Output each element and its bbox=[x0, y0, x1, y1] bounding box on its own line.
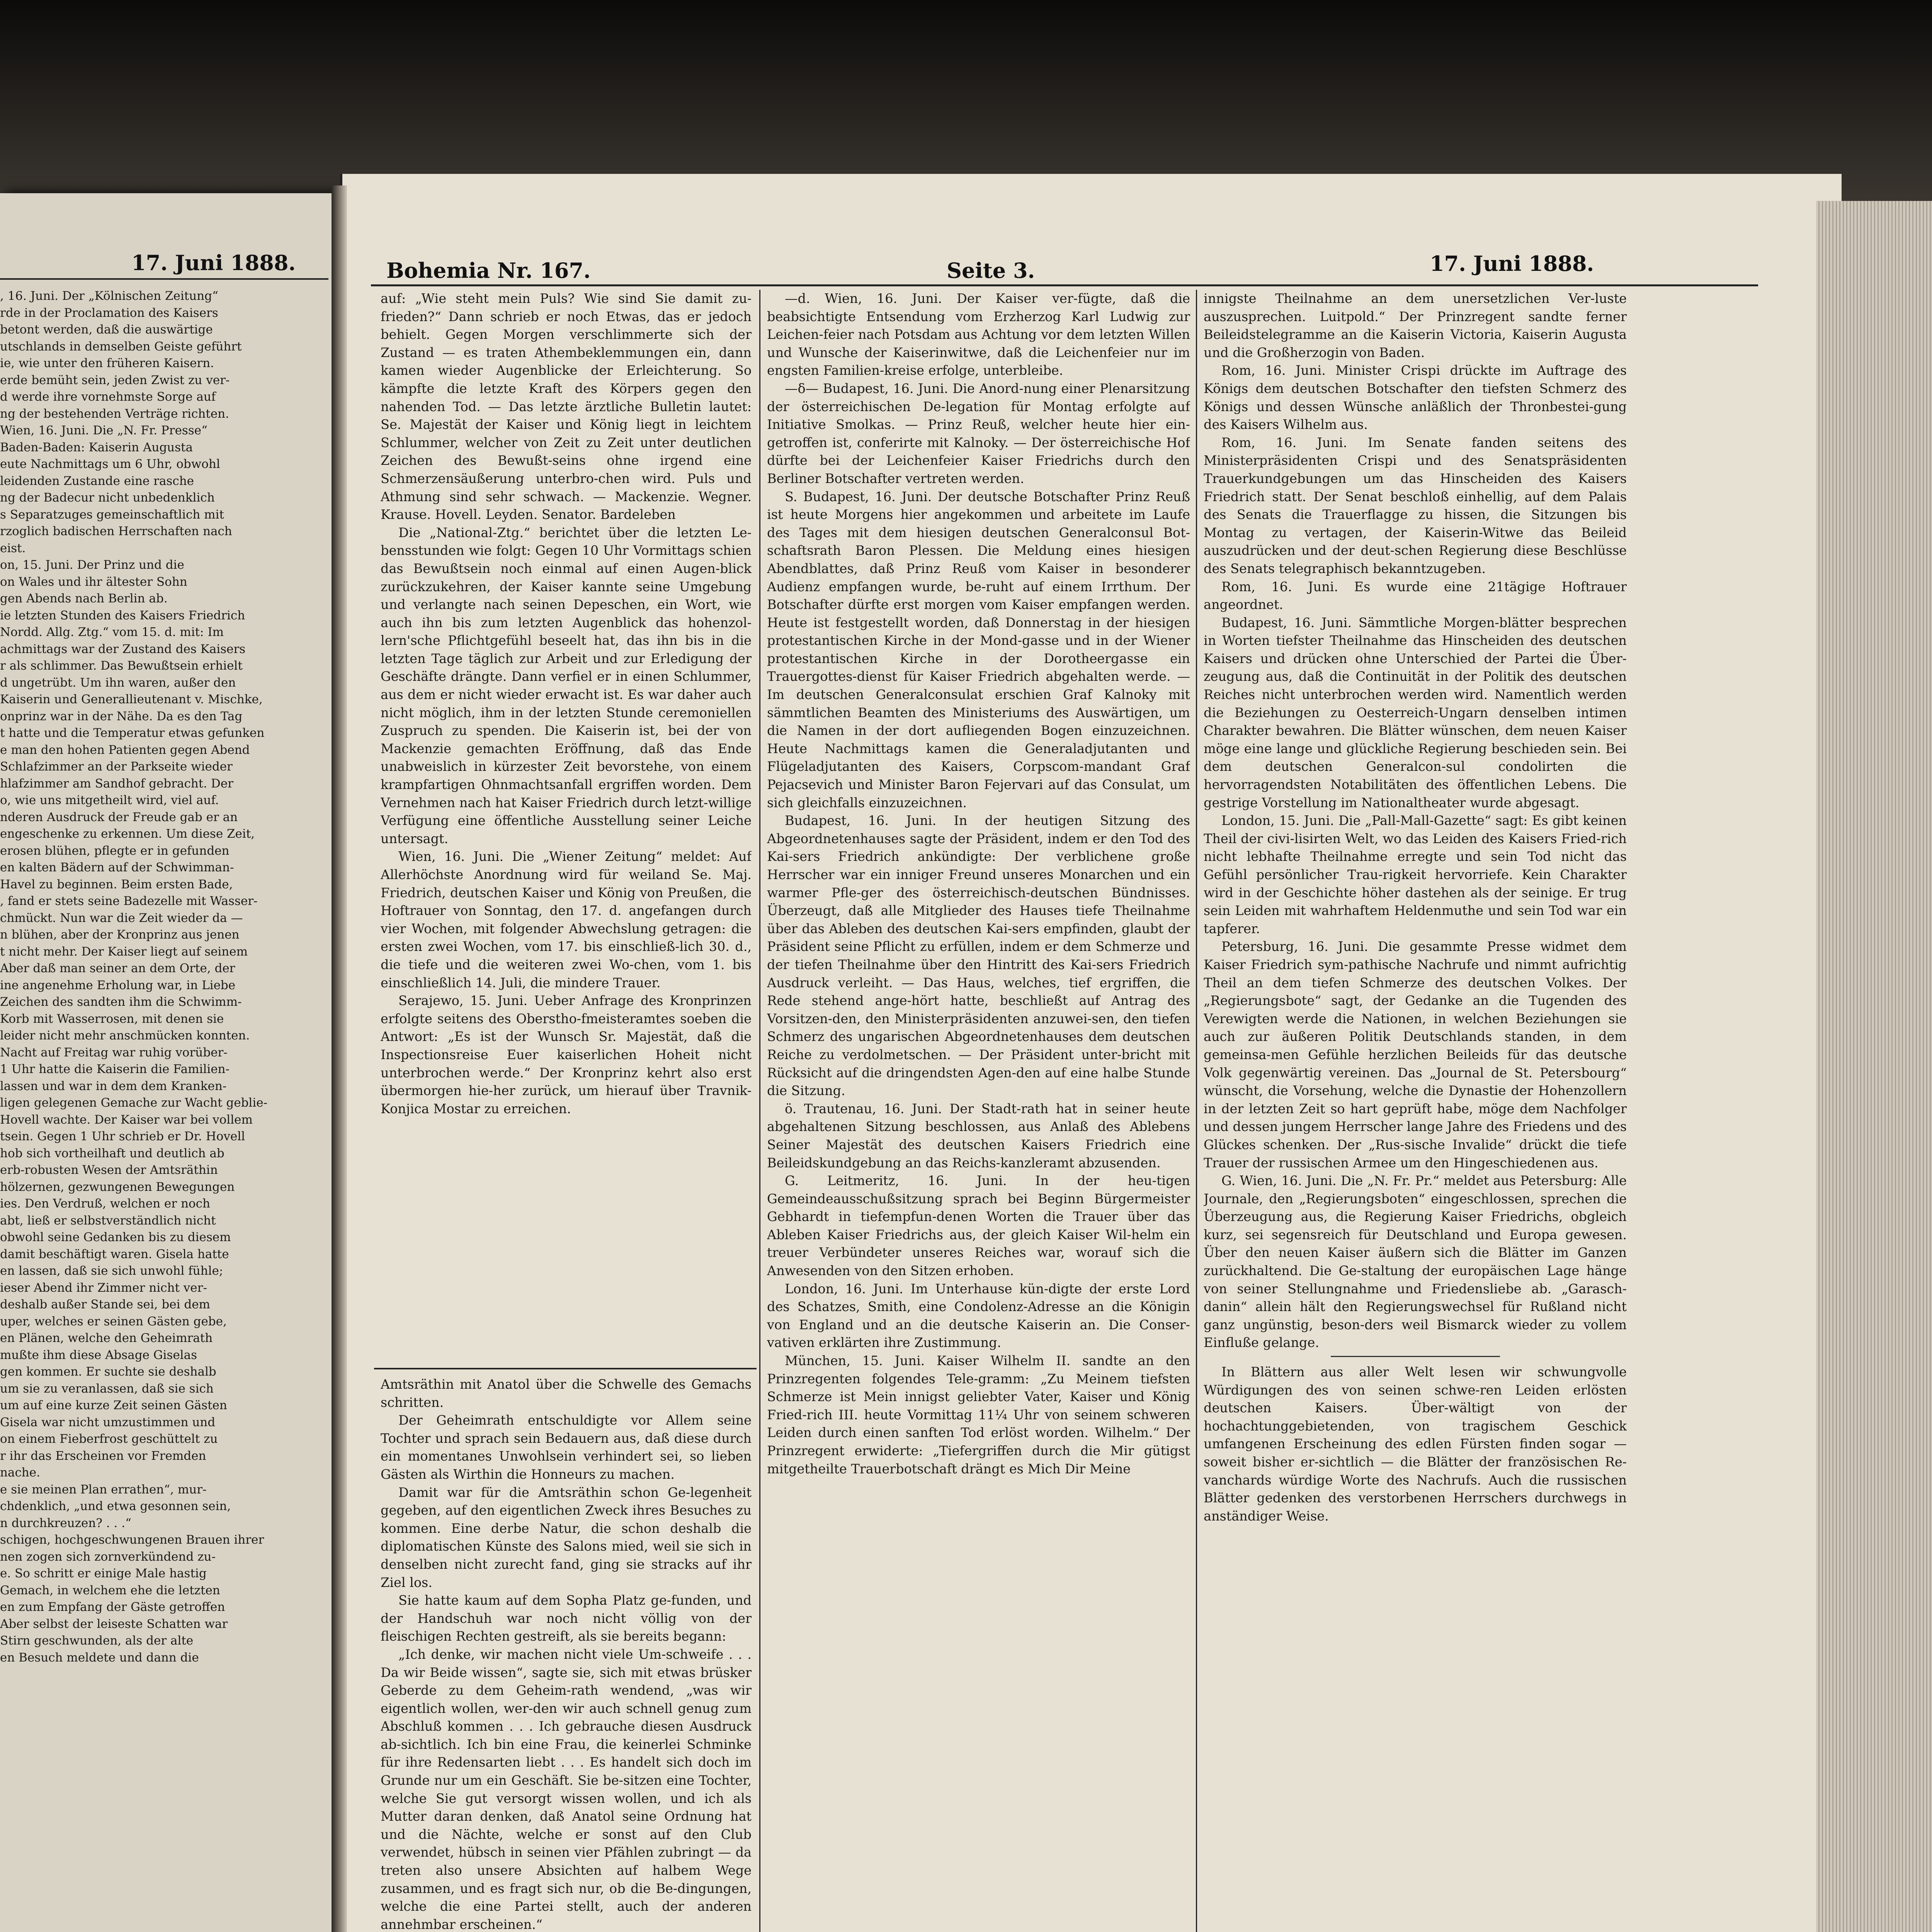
paragraph: Amtsräthin mit Anatol über die Schwelle des Gemachs schritten. bbox=[381, 1377, 752, 1410]
left-page-line: 1 Uhr hatte die Kaiserin die Familien- bbox=[0, 1062, 230, 1076]
masthead: Bohemia Nr. 167. bbox=[386, 258, 591, 283]
left-page-line: Baden-Baden: Kaiserin Augusta bbox=[0, 440, 193, 454]
left-page-line: Wien, 16. Juni. Die „N. Fr. Presse“ bbox=[0, 423, 207, 437]
column-3-news bbox=[1204, 290, 1627, 1932]
left-page-line: Gemach, in welchem ehe die letzten bbox=[0, 1583, 220, 1597]
left-page-line: betont werden, daß die auswärtige bbox=[0, 323, 213, 337]
left-page-line: gen Abends nach Berlin ab. bbox=[0, 592, 168, 605]
left-page-line: onprinz war in der Nähe. Da es den Tag bbox=[0, 709, 243, 723]
left-page-line: Gisela war nicht umzustimmen und bbox=[0, 1415, 216, 1429]
left-page-line: e man den hohen Patienten gegen Abend bbox=[0, 743, 250, 757]
left-page-line: Kaiserin und Generallieutenant v. Mischke, bbox=[0, 692, 263, 706]
left-page-line: erde bemüht sein, jeden Zwist zu ver- bbox=[0, 373, 230, 387]
paragraph: Serajewo, 15. Juni. Ueber Anfrage des Kronprinzen erfolgte seitens des Oberstho-fmeisteramtes soeben die Antwort: „Es ist der Wunsch Sr. Majestät, daß die Inspectionsreise Euer kaiserlichen Hoheit nicht unterbrochen werde.“ Der Kronprinz kehrt also erst übermorgen hie-her zurück, um hierauf über Travnik-Konjica Mostar zu erreichen. bbox=[381, 993, 752, 1116]
paragraph: S. Budapest, 16. Juni. Der deutsche Botschafter Prinz Reuß ist heute Morgens hier angekommen und arbeitete im Laufe des Tages mit dem hiesigen deutschen Generalconsul Bot-schaftsrath Baron Plessen. Die Meldung eines hiesigen Abendblattes, daß Prinz Reuß vom Kaiser in besonderer Audienz empfangen wurde, be-ruht auf einem Irrthum. Der Botschafter dürfte erst morgen vom Kaiser empfangen werden. Heute ist festgestellt worden, daß Donnerstag in der hiesigen protestantischen Kirche in der Mond-gasse und in der Wiener protestantischen Kirche in der Dorotheergasse ein Trauergottes-dienst für Kaiser Friedrich abgehalten werde. — Im deutschen Generalconsulat erschien Graf Kalnoky mit sämmtlichen Beamten des Ministeriums des Auswärtigen, um die Namen in der dort aufliegenden Bogen einzuzeichnen. Heute Nachmittags kamen die Generaladjutanten und Flügeladjutanten des Kaisers, Corpscom-mandant Graf Pejacsevich und Minister Baron Fejervari auf das Consulat, um sich gleichfalls einzuzeichnen. bbox=[767, 489, 1190, 810]
paragraph: Der Geheimrath entschuldigte vor Allem seine Tochter und sprach sein Bedauern aus, daß diese durch ein momentanes Unwohlsein verhindert sei, so lieben Gästen als Wirthin die Honneurs zu machen. bbox=[381, 1413, 752, 1482]
left-page-line: erb-robusten Wesen der Amtsräthin bbox=[0, 1163, 218, 1177]
left-page-line: Nacht auf Freitag war ruhig vorüber- bbox=[0, 1045, 228, 1060]
left-page-line: engeschenke zu erkennen. Um diese Zeit, bbox=[0, 827, 255, 841]
left-page-line: Zeichen des sandten ihm die Schwimm- bbox=[0, 995, 242, 1009]
section-separator bbox=[1331, 1356, 1500, 1357]
left-page-line: Havel zu beginnen. Beim ersten Bade, bbox=[0, 877, 233, 891]
left-page-line: gen kommen. Er suchte sie deshalb bbox=[0, 1365, 216, 1379]
left-page-line: um sie zu veranlassen, daß sie sich bbox=[0, 1381, 214, 1396]
paragraph: innigste Theilnahme an dem unersetzlichen Ver-luste auszusprechen. Luitpold.“ Der Prinzregent sandte ferner Beileidstelegramme an die Kaiserin Victoria, Kaiserin Augusta und die Großherzogin von Baden. bbox=[1204, 291, 1627, 360]
feuilleton-rule bbox=[374, 1368, 757, 1369]
paragraph: Wien, 16. Juni. Die „Wiener Zeitung“ meldet: Auf Allerhöchste Anordnung wird für weiland Se. Maj. Friedrich, deutschen Kaiser und König von Preußen, die Hoftrauer von Sonntag, den 17. d. angefangen durch vier Wochen, mit folgender Abwechslung getragen: die ersten zwei Wochen, vom 17. bis einschließ-lich 30. d., die tiefe und die weiteren zwei Wo-chen, vom 1. bis einschließlich 14. Juli, die mindere Trauer. bbox=[381, 849, 752, 990]
page-number: Seite 3. bbox=[947, 258, 1035, 283]
left-page-line: lassen und war in dem dem Kranken- bbox=[0, 1079, 227, 1093]
left-page-line: utschlands in demselben Geiste geführt bbox=[0, 339, 242, 354]
left-page-line: um auf eine kurze Zeit seinen Gästen bbox=[0, 1398, 227, 1412]
left-page-line: achmittags war der Zustand des Kaisers bbox=[0, 642, 246, 656]
left-page-line: ng der Badecur nicht unbedenklich bbox=[0, 491, 215, 505]
book-page-edges bbox=[1816, 201, 1932, 1932]
left-page-line: nache. bbox=[0, 1466, 40, 1480]
paragraph: Rom, 16. Juni. Es wurde eine 21tägige Hoftrauer angeordnet. bbox=[1204, 579, 1627, 612]
left-page-line: uper, welches er seinen Gästen gebe, bbox=[0, 1314, 227, 1328]
left-page-line: eist. bbox=[0, 541, 26, 555]
left-page-line: chdenklich, „und etwa gesonnen sein, bbox=[0, 1499, 231, 1513]
paragraph: München, 15. Juni. Kaiser Wilhelm II. sandte an den Prinzregenten folgendes Tele-gramm: „Zu Meinem tiefsten Schmerze ist Mein innigst geliebter Vater, Kaiser und König Fried-rich III. heute Vormittag 11¼ Uhr von seinem schweren Leiden durch einen sanften Tod erlöst worden. Wilhelm.“ Der Prinzregent erwiderte: „Tiefergriffen durch die Mir gütigst mitgetheilte Trauerbotschaft drängt es Mich Dir Meine bbox=[767, 1353, 1190, 1476]
column-1-feuilleton bbox=[381, 1376, 752, 1932]
column-rule-1 bbox=[759, 290, 760, 1932]
left-page-line: en Besuch meldete und dann die bbox=[0, 1650, 199, 1665]
left-page-line: nen zogen sich zornverkündend zu- bbox=[0, 1549, 216, 1564]
paragraph: „Ich denke, wir machen nicht viele Um-schweife . . . Da wir Beide wissen“, sagte sie, sich mit etwas brüsker Geberde zu dem Geheim-rath wendend, „was wir eigentlich wollen, wer-den wir auch schnell genug zum Abschluß kommen . . . Ich gebrauche diesen Ausdruck ab-sichtlich. Ich bin eine Frau, die keinerlei Schminke für ihre Redensarten liebt . . . Es handelt sich doch im Grunde nur um ein Geschäft. Sie be-sitzen eine Tochter, welche Sie gut versorgt wissen wollen, und ich als Mutter daran denken, daß Anatol seine Ordnung hat und die Nächte, welche er sonst auf den Club verwendet, hübsch in seinen vier Pfählen zubringt — da treten also unsere Absichten auf halbem Wege zusammen, und es fragt sich nur, ob die Be-dingungen, welche die eine Partei stellt, auch der anderen annehmbar erscheinen.“ bbox=[381, 1646, 752, 1932]
paragraph: Damit war für die Amtsräthin schon Ge-legenheit gegeben, auf den eigentlichen Zweck ihres Besuches zu kommen. Eine derbe Natur, die schon deshalb die diplomatischen Künste des Salons mied, weil sie sich in denselben nicht zurecht fand, ging sie stracks auf ihr Ziel los. bbox=[381, 1485, 752, 1590]
left-page-column bbox=[0, 288, 321, 1932]
left-page-line: ie letzten Stunden des Kaisers Friedrich bbox=[0, 608, 245, 622]
left-page-line: hob sich vortheilhaft und deutlich ab bbox=[0, 1146, 224, 1160]
paragraph: Rom, 16. Juni. Im Senate fanden seitens des Ministerpräsidenten Crispi und des Senatspräsidenten Trauerkundgebungen um das Hinscheiden des Kaisers Friedrich statt. Der Senat beschloß einhellig, auf dem Palais des Senats die Trauerflagge zu hissen, die Sitzungen bis Montag zu vertagen, der Kaiserin-Witwe das Beileid auszudrücken und der deut-schen Regierung diese Beschlüsse des Senats telegraphisch bekanntzugeben. bbox=[1204, 435, 1627, 576]
left-page-line: t nicht mehr. Der Kaiser liegt auf seinem bbox=[0, 944, 248, 959]
left-page-line: n durchkreuzen? . . .“ bbox=[0, 1516, 131, 1530]
left-page-line: r ihr das Erscheinen vor Fremden bbox=[0, 1449, 206, 1463]
left-page-line: e. So schritt er einige Male hastig bbox=[0, 1566, 207, 1580]
left-page-date: 17. Juni 1888. bbox=[131, 250, 296, 275]
left-page-line: ng der bestehenden Verträge richten. bbox=[0, 406, 229, 421]
left-page-line: Hovell wachte. Der Kaiser war bei vollem bbox=[0, 1112, 253, 1127]
right-page-date: 17. Juni 1888. bbox=[1430, 251, 1594, 276]
left-page-line: en lassen, daß sie sich unwohl fühle; bbox=[0, 1264, 223, 1278]
paragraph: In Blättern aus aller Welt lesen wir schwungvolle Würdigungen des von seinen schwe-ren Leiden erlösten deutschen Kaisers. Über-wältigt von der hochachtunggebietenden, von tragischem Geschick umfangenen Erscheinung des edlen Fürsten finden sogar — soweit bisher er-sichtlich — die Blätter der französischen Re-vanchards würdige Worte des Nachrufs. Auch die russischen Blätter gedenken des verstorbenen Herrschers durchwegs in anständiger Weise. bbox=[1204, 1364, 1627, 1524]
left-page-line: on Wales und ihr ältester Sohn bbox=[0, 575, 187, 589]
left-page-line: obwohl seine Gedanken bis zu diesem bbox=[0, 1230, 231, 1244]
left-page-line: n blühen, aber der Kronprinz aus jenen bbox=[0, 928, 240, 942]
left-page-line: Schlafzimmer an der Parkseite wieder bbox=[0, 760, 233, 774]
left-page-line: e sie meinen Plan errathen“, mur- bbox=[0, 1482, 207, 1497]
paragraph: London, 16. Juni. Im Unterhause kün-digte der erste Lord des Schatzes, Smith, eine Condolenz-Adresse an die Königin von England und an die deutsche Kaiserin an. Die Conser-vativen erklärten ihre Zustimmung. bbox=[767, 1281, 1190, 1350]
left-page-line: en Plänen, welche den Geheimrath bbox=[0, 1331, 213, 1345]
paragraph: Rom, 16. Juni. Minister Crispi drückte im Auftrage des Königs dem deutschen Botschafter den tiefsten Schmerz des Königs und dessen Wünsche anläßlich der Thronbestei-gung des Kaisers Wilhelm aus. bbox=[1204, 363, 1627, 432]
paragraph: London, 15. Juni. Die „Pall-Mall-Gazette“ sagt: Es gibt keinen Theil der civi-lisirten Welt, wo das Leiden des Kaisers Fried-rich nicht lebhafte Theilnahme erregte und sein Tod nicht das Gefühl persönlicher Trau-rigkeit hervorriefe. Kein Charakter wird in der Geschichte höher dastehen als der seinige. Er trug sein Leiden mit wahrhaftem Heldenmuthe und sein Tod war ein tapferer. bbox=[1204, 813, 1627, 936]
left-page-line: on einem Fieberfrost geschüttelt zu bbox=[0, 1432, 218, 1446]
left-page-line: damit beschäftigt waren. Gisela hatte bbox=[0, 1247, 229, 1261]
left-header-rule bbox=[0, 278, 328, 280]
left-page-line: o, wie uns mitgetheilt wird, viel auf. bbox=[0, 793, 219, 807]
paragraph: G. Leitmeritz, 16. Juni. In der heu-tigen Gemeindeausschußsitzung sprach bei Beginn Bürgermeister Gebhardt in tiefempfun-denen Worten die Trauer über das Ableben Kaiser Friedrichs aus, der gleich Kaiser Wil-helm ein treuer Verbündeter unseres Reiches war, worauf sich die Anwesenden von den Sitzen erhoben. bbox=[767, 1173, 1190, 1279]
left-page-line: Aber daß man seiner an dem Orte, der bbox=[0, 961, 235, 975]
paragraph: Die „National-Ztg.“ berichtet über die letzten Le-bensstunden wie folgt: Gegen 10 Uhr Vormittags schien das Bewußtsein noch einmal auf einen Augen-blick zurückzukehren, der Kaiser kannte seine Umgebung und verlangte nach seinen Depeschen, ein Wort, wie auch ihn bis zum letzten Augenblick das hohenzol-lern'sche Pflichtgefühl beseelt hat, das ihn bis in die letzten Tage täglich zur Arbeit und zur Erledigung der Geschäfte drängte. Dann verfiel er in einen Schlummer, aus dem er nicht wieder erwacht ist. Es war daher auch nicht möglich, ihm in der letzten Stunde ceremoniellen Zuspruch zu spenden. Die Kaiserin ist, bei der von Mackenzie gemachten Eröffnung, daß das Ende unabweislich in kürzester Zeit bevorstehe, von einem krampfartigen Ohnmachtsanfall ergriffen worden. Dem Vernehmen nach hat Kaiser Friedrich durch letzt-willige Verfügung eine öffentliche Ausstellung seiner Leiche untersagt. bbox=[381, 525, 752, 846]
left-page-line: ies. Den Verdruß, welchen er noch bbox=[0, 1197, 210, 1211]
left-page-line: ine angenehme Erholung war, in Liebe bbox=[0, 978, 236, 992]
left-page-line: hölzernen, gezwungenen Bewegungen bbox=[0, 1180, 235, 1194]
left-page-line: Aber selbst der leiseste Schatten war bbox=[0, 1617, 228, 1631]
paragraph: auf: „Wie steht mein Puls? Wie sind Sie damit zu-frieden?“ Dann schrieb er noch Etwas, das er jedoch behielt. Gegen Morgen verschlimmerte sich der Zustand — es traten Athembeklemmungen ein, dann kamen wieder Augenblicke der Erleichterung. So kämpfte die letzte Kraft des Körpers gegen den nahenden Tod. — Das letzte ärztliche Bulletin lautet: Se. Majestät der Kaiser und König liegt in leichtem Schlummer, welcher von Zeit zu Zeit unter deutlichen Zeichen des Bewußt-seins ohne irgend eine Schmerzensäußerung unterbro-chen wird. Puls und Athmung sind sehr schwach. — Mackenzie. Wegner. Krause. Hovell. Leyden. Senator. Bardeleben bbox=[381, 291, 752, 522]
paragraph: Budapest, 16. Juni. Sämmtliche Morgen-blätter besprechen in Worten tiefster Theilnahme das Hinscheiden des deutschen Kaisers und drücken ohne Unterschied der Partei die Über-zeugung aus, daß die Continuität in der Politik des deutschen Reiches nicht unterbrochen werden wird. Namentlich werden die Beziehungen zu Oesterreich-Ungarn denselben intimen Charakter bewahren. Die Blätter wünschen, dem neuen Kaiser möge eine lange und glückliche Regierung beschieden sein. Bei dem deutschen Generalcon-sul condolirten die hervorragendsten Notabilitäten des öffentlichen Lebens. Die gestrige Vorstellung im Nationaltheater wurde abgesagt. bbox=[1204, 615, 1627, 810]
left-page-line: mußte ihm diese Absage Giselas bbox=[0, 1348, 197, 1362]
column-2-news bbox=[767, 290, 1190, 1932]
left-page-line: Korb mit Wasserrosen, mit denen sie bbox=[0, 1012, 224, 1026]
column-1-news bbox=[381, 290, 752, 1364]
left-page-line: Nordd. Allg. Ztg.“ vom 15. d. mit: Im bbox=[0, 625, 224, 639]
left-page-line: Stirn geschwunden, als der alte bbox=[0, 1634, 194, 1648]
left-page-line: , fand er stets seine Badezelle mit Wasser- bbox=[0, 894, 258, 908]
left-page-line: nderen Ausdruck der Freude gab er an bbox=[0, 810, 238, 824]
left-page-line: r als schlimmer. Das Bewußtsein erhielt bbox=[0, 659, 243, 673]
left-page-line: d werde ihre vornehmste Sorge auf bbox=[0, 390, 216, 404]
left-page-line: on, 15. Juni. Der Prinz und die bbox=[0, 558, 184, 572]
left-page-line: rde in der Proclamation des Kaisers bbox=[0, 306, 218, 320]
paragraph: G. Wien, 16. Juni. Die „N. Fr. Pr.“ meldet aus Petersburg: Alle Journale, den „Regierungsboten“ eingeschlossen, sprechen die Überzeugung aus, die Regierung Kaiser Friedrichs, obgleich kurz, sei segensreich für Deutschland und Europa gewesen. Über den neuen Kaiser äußern sich die Blätter im Ganzen zurückhaltend. Die Ge-staltung der europäischen Lage hänge von seiner Stellungnahme und Friedensliebe ab. „Garasch-danin“ allein hält den Regierungswechsel für Rußland nicht ganz ungünstig, beson-ders weil Bismarck wieder zu vollem Einfluße gelange. bbox=[1204, 1173, 1627, 1350]
left-page-line: eute Nachmittags um 6 Uhr, obwohl bbox=[0, 457, 220, 471]
left-page-line: , 16. Juni. Der „Kölnischen Zeitung“ bbox=[0, 289, 218, 303]
left-page-line: abt, ließ er selbstverständlich nicht bbox=[0, 1213, 216, 1228]
paragraph: ö. Trautenau, 16. Juni. Der Stadt-rath hat in seiner heute abgehaltenen Sitzung beschlossen, aus Anlaß des Ablebens Seiner Majestät des deutschen Kaisers Friedrich eine Beileidskundgebung an das Reichs-kanzleramt abzusenden. bbox=[767, 1101, 1190, 1170]
paragraph: Petersburg, 16. Juni. Die gesammte Presse widmet dem Kaiser Friedrich sym-pathische Nachrufe und nimmt aufrichtig Theil an dem tiefen Schmerze des deutschen Volkes. Der „Regierungsbote“ sagt, der Gedanke an die Tugenden des Verewigten werde die Nationen, in welchen Beziehungen sie auch zur äußeren Politik Deutschlands standen, in dem gemeinsa-men Gefühle herzlichen Beileids für das deutsche Volk gegenwärtig vereinen. Das „Journal de St. Petersbourg“ wünscht, die Vorsehung, welche die Dynastie der Hohenzollern in der letzten Zeit so hart geprüft habe, möge dem Nachfolger und dessen jungem Herrscher lange Jahre des Friedens und des Glückes schenken. Der „Rus-sische Invalide“ drückt die tiefe Trauer der russischen Armee um den Hingeschiedenen aus. bbox=[1204, 939, 1627, 1170]
paragraph: —d. Wien, 16. Juni. Der Kaiser ver-fügte, daß die beabsichtigte Entsendung vom Erzherzog Karl Ludwig zur Leichen-feier nach Potsdam aus Achtung vor dem letzten Willen und Wunsche der Kaiserinwitwe, daß die Leichenfeier nur im engsten Familien-kreise erfolge, unterbleibe. bbox=[767, 291, 1190, 378]
paragraph: Budapest, 16. Juni. In der heutigen Sitzung des Abgeordnetenhauses sagte der Präsident, indem er den Tod des Kai-sers Friedrich ankündigte: Der verblichene große Herrscher war ein inniger Freund unseres Monarchen und ein warmer Pfle-ger des österreichisch-deutschen Bündnisses. Überzeugt, daß alle Mitglieder des Hauses tiefe Theilnahme über das Ableben des deutschen Kai-sers empfinden, glaubt der Präsident seine Pflicht zu erfüllen, indem er dem Schmerze und der tiefen Theilnahme über den Hintritt des Kai-sers Friedrich Ausdruck verleiht. — Das Haus, welches, tief ergriffen, die Rede stehend ange-hört hatte, beschließt auf Antrag des Vorsitzen-den, den Ministerpräsidenten anzuwei-sen, den tiefen Schmerz des ungarischen Abgeordnetenhauses dem deutschen Reiche zu verdolmetschen. — Der Präsident unter-bricht mit Rücksicht auf die dringendsten Agen-den auf eine halbe Stunde die Sitzung. bbox=[767, 813, 1190, 1099]
left-page-line: ieser Abend ihr Zimmer nicht ver- bbox=[0, 1281, 207, 1295]
left-page-line: en kalten Bädern auf der Schwimman- bbox=[0, 861, 234, 874]
left-page-line: schigen, hochgeschwungenen Brauen ihrer bbox=[0, 1533, 264, 1547]
column-rule-2 bbox=[1196, 290, 1197, 1932]
paragraph: Sie hatte kaum auf dem Sopha Platz ge-funden, und der Handschuh war noch nicht völlig von der fleischigen Rechten gestreift, als sie bereits begann: bbox=[381, 1593, 752, 1644]
left-page-line: en zum Empfang der Gäste getroffen bbox=[0, 1600, 225, 1614]
left-page-line: t hatte und die Temperatur etwas gefunken bbox=[0, 726, 265, 740]
book-gutter bbox=[332, 185, 347, 1932]
left-page-line: s Separatzuges gemeinschaftlich mit bbox=[0, 507, 224, 522]
left-page-line: ie, wie unter den früheren Kaisern. bbox=[0, 356, 214, 370]
left-page-line: rzoglich badischen Herrschaften nach bbox=[0, 524, 232, 538]
left-page-line: tsein. Gegen 1 Uhr schrieb er Dr. Hovell bbox=[0, 1129, 245, 1143]
left-page-line: hlafzimmer am Sandhof gebracht. Der bbox=[0, 776, 233, 791]
left-page-line: leidenden Zustande eine rasche bbox=[0, 474, 194, 488]
left-page-line: leider nicht mehr anschmücken konnten. bbox=[0, 1029, 250, 1043]
header-rule bbox=[371, 284, 1758, 286]
paragraph: —δ— Budapest, 16. Juni. Die Anord-nung einer Plenarsitzung der österreichischen De-legation für Montag erfolgte auf Initiative Smolkas. — Prinz Reuß, welcher heute hier ein-getroffen ist, conferirte mit Kalnoky. — Der österreichische Hof dürfte bei der Leichenfeier Kaiser Friedrichs durch den Berliner Botschafter vertreten werden. bbox=[767, 381, 1190, 486]
left-page-line: d ungetrübt. Um ihn waren, außer den bbox=[0, 675, 236, 690]
left-page-line: deshalb außer Stande sei, bei dem bbox=[0, 1298, 210, 1311]
left-page-line: ligen gelegenen Gemache zur Wacht geblie- bbox=[0, 1096, 268, 1110]
dark-background-top bbox=[0, 0, 1932, 201]
left-page-line: erosen blühen, pflegte er in gefunden bbox=[0, 844, 230, 858]
left-page-line: chmückt. Nun war die Zeit wieder da — bbox=[0, 911, 243, 925]
